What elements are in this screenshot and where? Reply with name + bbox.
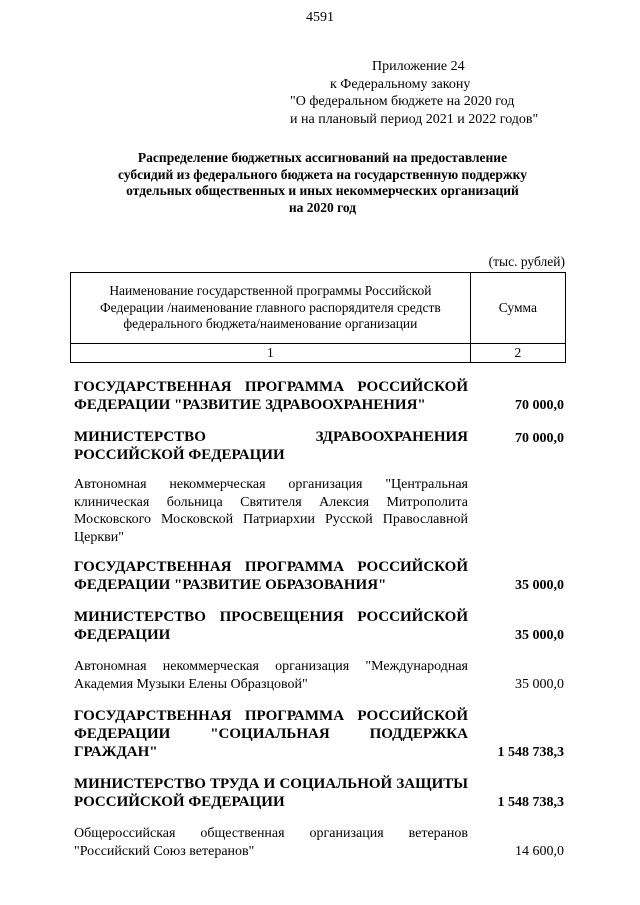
column-header-sum: Сумма	[470, 273, 565, 344]
row-amount: 1 548 738,3	[497, 745, 564, 760]
row-name: МИНИСТЕРСТВО ЗДРАВООХРАНЕНИЯ РОССИЙСКОЙ ФЕДЕРАЦИИ	[74, 429, 468, 463]
row-amount: 70 000,0	[515, 431, 564, 446]
table-row	[0, 775, 640, 811]
row-name: Автономная некоммерческая организация "Центральная клиническая больница Святителя Алексия Митрополита Московского Московской Патриархии Русской Православной Церкви"	[74, 477, 468, 545]
row-name: ГОСУДАРСТВЕННАЯ ПРОГРАММА РОССИЙСКОЙ ФЕДЕРАЦИИ "РАЗВИТИЕ ЗДРАВООХРАНЕНИЯ"	[74, 379, 468, 413]
table-row	[0, 476, 640, 546]
column-number-2: 2	[470, 344, 565, 363]
table-row	[0, 658, 640, 693]
table-row	[0, 558, 640, 594]
row-name: Общероссийская общественная организация ветеранов "Российский Союз ветеранов"	[74, 826, 468, 859]
row-amount: 14 600,0	[515, 844, 564, 859]
table-header	[70, 272, 566, 363]
appendix-line: и на плановый период 2021 и 2022 годов"	[290, 111, 539, 127]
row-amount: 35 000,0	[515, 578, 564, 593]
row-name: МИНИСТЕРСТВО ТРУДА И СОЦИАЛЬНОЙ ЗАЩИТЫ РОССИЙСКОЙ ФЕДЕРАЦИИ	[74, 776, 468, 810]
row-amount: 35 000,0	[515, 677, 564, 692]
row-amount: 70 000,0	[515, 398, 564, 413]
row-amount: 1 548 738,3	[497, 795, 564, 810]
document-title	[90, 150, 555, 216]
title-line: субсидий из федерального бюджета на государственную поддержку	[118, 166, 527, 182]
table-row	[0, 378, 640, 414]
column-header-name: Наименование государственной программы Российской Федерации /наименование главного распорядителя средств федерального бюджета/наименование организации	[71, 273, 471, 344]
units-label: (тыс. рублей)	[488, 254, 565, 269]
page-number: 4591	[306, 10, 334, 25]
budget-rows	[0, 378, 640, 860]
row-name: Автономная некоммерческая организация "Международная Академия Музыки Елены Образцовой"	[74, 659, 468, 692]
title-line: отдельных общественных и иных некоммерческих организаций	[126, 183, 519, 198]
appendix-line: "О федеральном бюджете на 2020 год	[290, 94, 515, 109]
table-row	[0, 707, 640, 761]
appendix-line: Приложение 24	[372, 59, 465, 74]
title-line: на 2020 год	[288, 199, 357, 215]
column-number-1: 1	[71, 344, 471, 363]
row-name: ГОСУДАРСТВЕННАЯ ПРОГРАММА РОССИЙСКОЙ ФЕДЕРАЦИИ "СОЦИАЛЬНАЯ ПОДДЕРЖКА ГРАЖДАН"	[74, 708, 468, 760]
row-amount: 35 000,0	[515, 628, 564, 643]
row-name: МИНИСТЕРСТВО ПРОСВЕЩЕНИЯ РОССИЙСКОЙ ФЕДЕРАЦИИ	[74, 609, 468, 643]
title-line: Распределение бюджетных ассигнований на предоставление	[137, 150, 508, 165]
row-name: ГОСУДАРСТВЕННАЯ ПРОГРАММА РОССИЙСКОЙ ФЕДЕРАЦИИ "РАЗВИТИЕ ОБРАЗОВАНИЯ"	[74, 559, 468, 593]
table-row	[0, 428, 640, 464]
table-row	[0, 608, 640, 644]
table-row	[0, 825, 640, 860]
appendix-block	[290, 58, 590, 128]
appendix-line: к Федеральному закону	[330, 76, 471, 92]
